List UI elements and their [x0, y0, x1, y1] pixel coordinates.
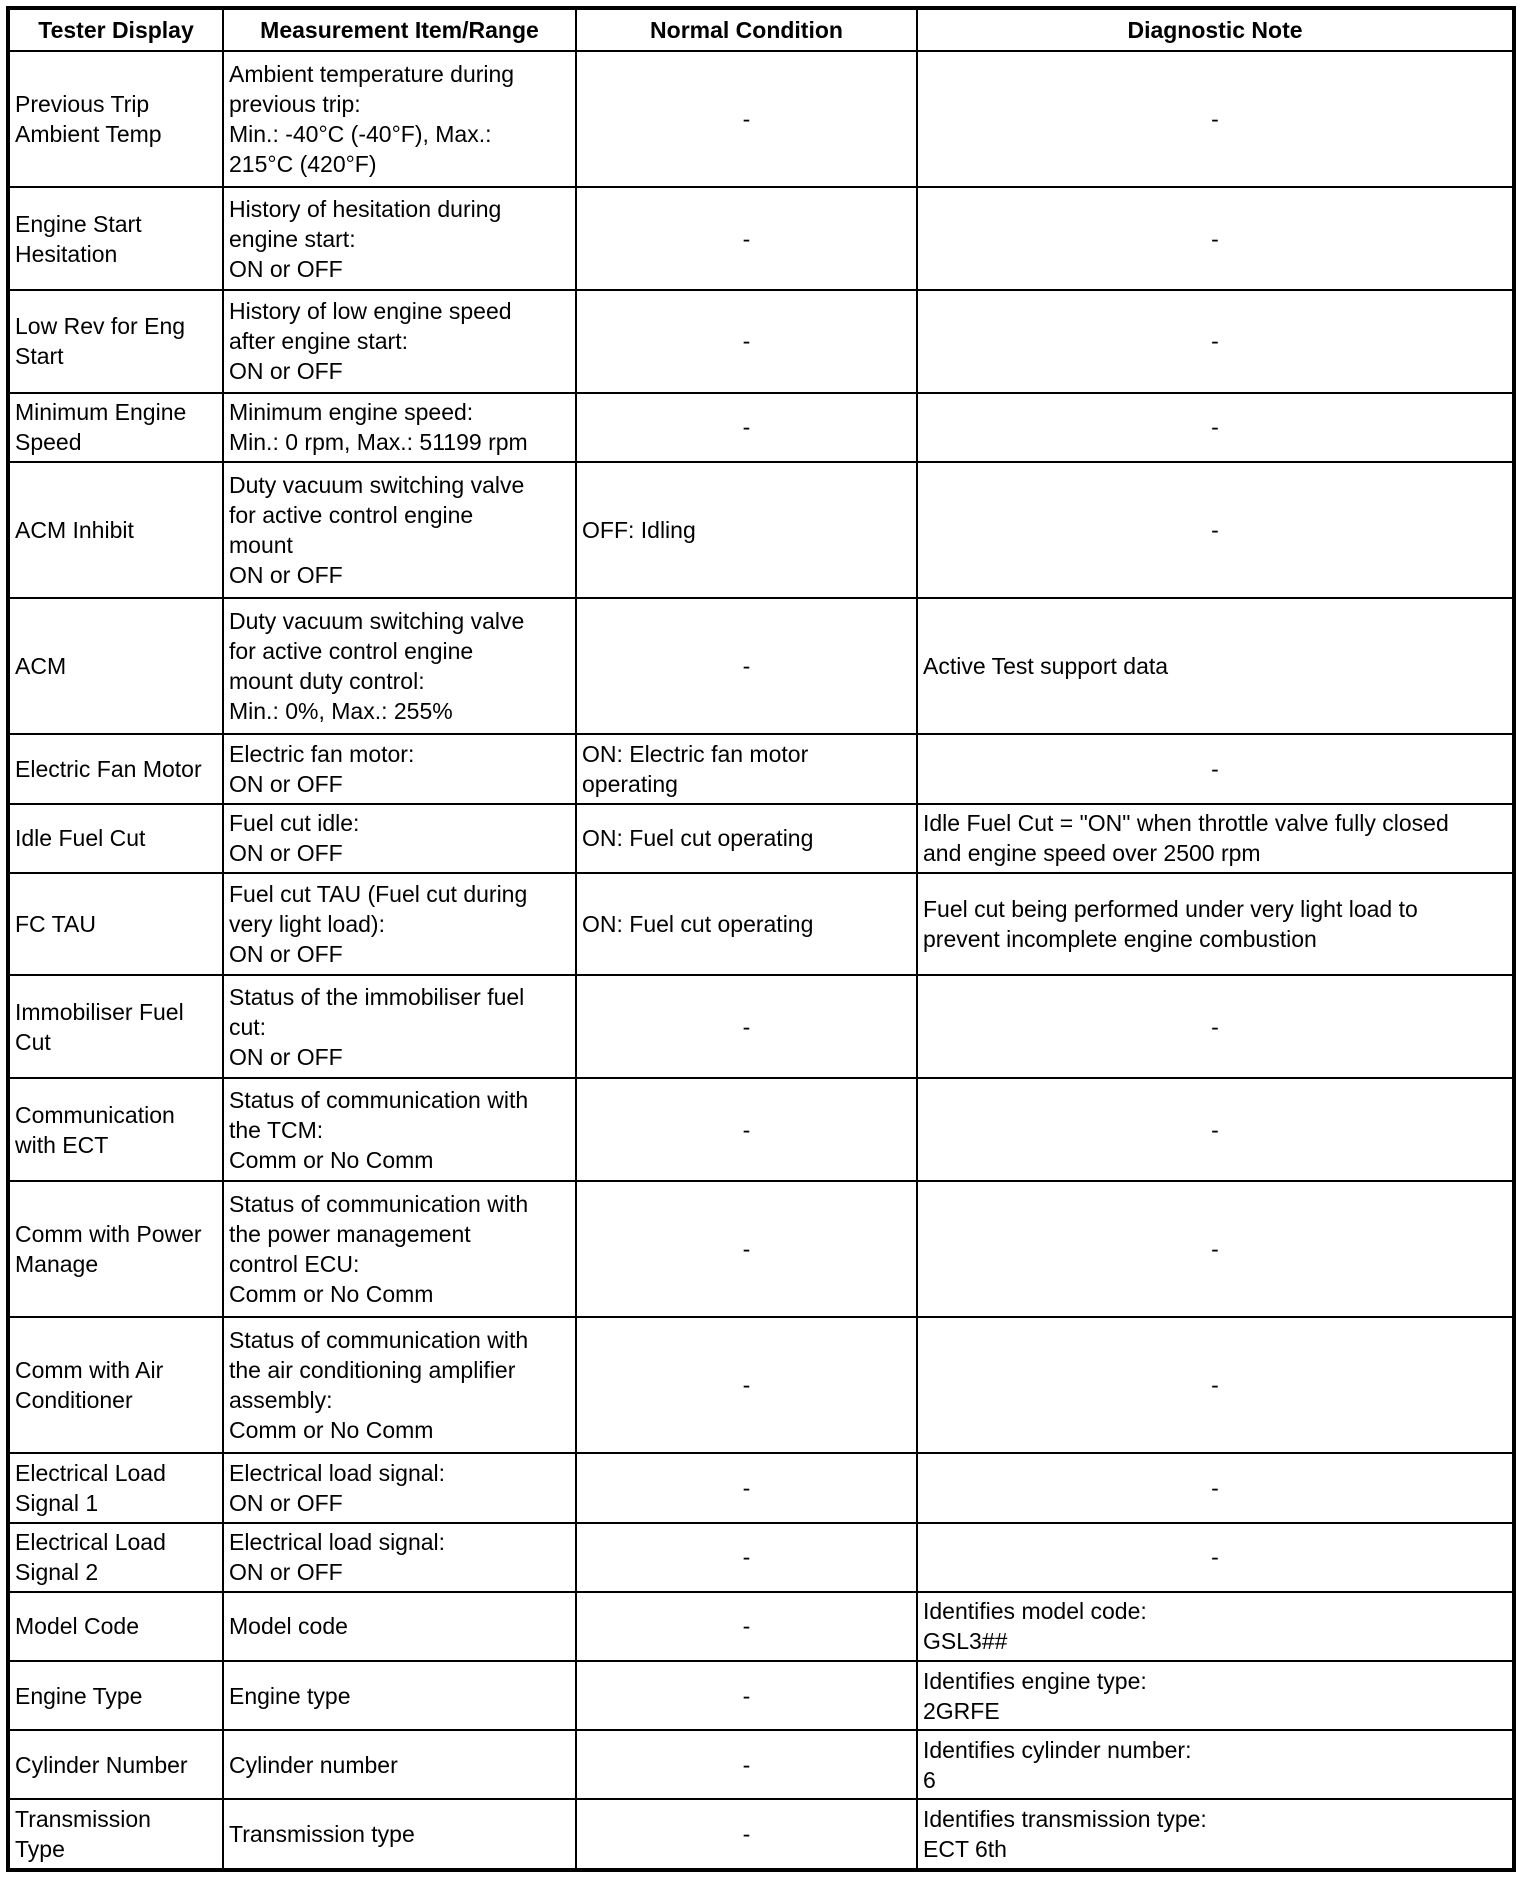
cell-tester-display: FC TAU — [8, 873, 223, 976]
cell-measurement-item: Status of communication with the TCM: Comm or No Comm — [223, 1078, 576, 1181]
cell-tester-display: Communication with ECT — [8, 1078, 223, 1181]
cell-normal-condition: - — [576, 1181, 917, 1317]
cell-diagnostic-note: - — [917, 290, 1514, 393]
cell-diagnostic-note: Fuel cut being performed under very light load to prevent incomplete engine combustion — [917, 873, 1514, 976]
cell-tester-display: ACM Inhibit — [8, 462, 223, 598]
table-row — [8, 804, 1514, 873]
table-row — [8, 393, 1514, 462]
table-header-row — [8, 8, 1514, 51]
cell-diagnostic-note: - — [917, 1181, 1514, 1317]
cell-diagnostic-note: - — [917, 51, 1514, 187]
cell-diagnostic-note: - — [917, 975, 1514, 1078]
table-row — [8, 1592, 1514, 1661]
cell-normal-condition: - — [576, 1799, 917, 1870]
table-row — [8, 1799, 1514, 1870]
cell-tester-display: Electrical Load Signal 1 — [8, 1453, 223, 1522]
table-body — [8, 51, 1514, 1870]
cell-tester-display: Comm with Power Manage — [8, 1181, 223, 1317]
cell-measurement-item: Duty vacuum switching valve for active control engine mount ON or OFF — [223, 462, 576, 598]
table-row — [8, 734, 1514, 803]
spec-table-container — [6, 6, 1512, 1872]
cell-measurement-item: Minimum engine speed: Min.: 0 rpm, Max.: 51199 rpm — [223, 393, 576, 462]
cell-measurement-item: Ambient temperature during previous trip: Min.: -40°C (-40°F), Max.: 215°C (420°F) — [223, 51, 576, 187]
cell-measurement-item: Engine type — [223, 1661, 576, 1730]
cell-normal-condition: ON: Fuel cut operating — [576, 873, 917, 976]
cell-tester-display: Minimum Engine Speed — [8, 393, 223, 462]
cell-tester-display: Transmission Type — [8, 1799, 223, 1870]
cell-normal-condition: - — [576, 290, 917, 393]
cell-diagnostic-note: Active Test support data — [917, 598, 1514, 734]
cell-measurement-item: Status of the immobiliser fuel cut: ON or OFF — [223, 975, 576, 1078]
cell-tester-display: Electric Fan Motor — [8, 734, 223, 803]
header-normal-condition: Normal Condition — [576, 8, 917, 51]
cell-diagnostic-note: Identifies cylinder number: 6 — [917, 1730, 1514, 1799]
cell-normal-condition: - — [576, 1592, 917, 1661]
cell-measurement-item: Model code — [223, 1592, 576, 1661]
cell-measurement-item: Status of communication with the power management control ECU: Comm or No Comm — [223, 1181, 576, 1317]
table-row — [8, 1523, 1514, 1592]
cell-measurement-item: Transmission type — [223, 1799, 576, 1870]
table-row — [8, 187, 1514, 290]
cell-measurement-item: Status of communication with the air conditioning amplifier assembly: Comm or No Comm — [223, 1317, 576, 1453]
header-diagnostic-note: Diagnostic Note — [917, 8, 1514, 51]
table-row — [8, 1317, 1514, 1453]
cell-tester-display: ACM — [8, 598, 223, 734]
cell-normal-condition: - — [576, 1730, 917, 1799]
cell-tester-display: Model Code — [8, 1592, 223, 1661]
cell-diagnostic-note: Identifies engine type: 2GRFE — [917, 1661, 1514, 1730]
cell-diagnostic-note: - — [917, 393, 1514, 462]
cell-tester-display: Idle Fuel Cut — [8, 804, 223, 873]
cell-measurement-item: Duty vacuum switching valve for active control engine mount duty control: Min.: 0%, Max.: 255% — [223, 598, 576, 734]
cell-normal-condition: - — [576, 1523, 917, 1592]
table-row — [8, 1453, 1514, 1522]
cell-normal-condition: - — [576, 598, 917, 734]
table-row — [8, 290, 1514, 393]
cell-normal-condition: - — [576, 1317, 917, 1453]
cell-measurement-item: Electrical load signal: ON or OFF — [223, 1453, 576, 1522]
table-row — [8, 975, 1514, 1078]
cell-measurement-item: Fuel cut idle: ON or OFF — [223, 804, 576, 873]
table-row — [8, 873, 1514, 976]
cell-normal-condition: - — [576, 975, 917, 1078]
cell-diagnostic-note: - — [917, 462, 1514, 598]
table-row — [8, 1078, 1514, 1181]
data-list-table — [6, 6, 1516, 1872]
cell-measurement-item: Electrical load signal: ON or OFF — [223, 1523, 576, 1592]
cell-normal-condition: - — [576, 393, 917, 462]
cell-diagnostic-note: - — [917, 1453, 1514, 1522]
cell-diagnostic-note: - — [917, 1523, 1514, 1592]
cell-measurement-item: Cylinder number — [223, 1730, 576, 1799]
cell-tester-display: Previous Trip Ambient Temp — [8, 51, 223, 187]
cell-measurement-item: Electric fan motor: ON or OFF — [223, 734, 576, 803]
cell-normal-condition: OFF: Idling — [576, 462, 917, 598]
cell-diagnostic-note: Identifies model code: GSL3## — [917, 1592, 1514, 1661]
table-row — [8, 462, 1514, 598]
cell-tester-display: Cylinder Number — [8, 1730, 223, 1799]
table-row — [8, 598, 1514, 734]
cell-normal-condition: - — [576, 187, 917, 290]
cell-diagnostic-note: Idle Fuel Cut = "ON" when throttle valve fully closed and engine speed over 2500 rpm — [917, 804, 1514, 873]
cell-tester-display: Engine Type — [8, 1661, 223, 1730]
table-row — [8, 1661, 1514, 1730]
cell-normal-condition: ON: Fuel cut operating — [576, 804, 917, 873]
header-measurement-item: Measurement Item/Range — [223, 8, 576, 51]
table-row — [8, 1181, 1514, 1317]
cell-measurement-item: History of hesitation during engine start: ON or OFF — [223, 187, 576, 290]
cell-tester-display: Engine Start Hesitation — [8, 187, 223, 290]
cell-normal-condition: - — [576, 1661, 917, 1730]
cell-tester-display: Electrical Load Signal 2 — [8, 1523, 223, 1592]
cell-tester-display: Immobiliser Fuel Cut — [8, 975, 223, 1078]
cell-diagnostic-note: - — [917, 1317, 1514, 1453]
cell-diagnostic-note: - — [917, 734, 1514, 803]
cell-tester-display: Comm with Air Conditioner — [8, 1317, 223, 1453]
cell-diagnostic-note: - — [917, 1078, 1514, 1181]
cell-diagnostic-note: - — [917, 187, 1514, 290]
cell-normal-condition: - — [576, 1078, 917, 1181]
table-row — [8, 51, 1514, 187]
header-tester-display: Tester Display — [8, 8, 223, 51]
cell-normal-condition: - — [576, 51, 917, 187]
cell-normal-condition: ON: Electric fan motor operating — [576, 734, 917, 803]
cell-measurement-item: Fuel cut TAU (Fuel cut during very light load): ON or OFF — [223, 873, 576, 976]
cell-diagnostic-note: Identifies transmission type: ECT 6th — [917, 1799, 1514, 1870]
cell-tester-display: Low Rev for Eng Start — [8, 290, 223, 393]
cell-measurement-item: History of low engine speed after engine start: ON or OFF — [223, 290, 576, 393]
cell-normal-condition: - — [576, 1453, 917, 1522]
table-row — [8, 1730, 1514, 1799]
